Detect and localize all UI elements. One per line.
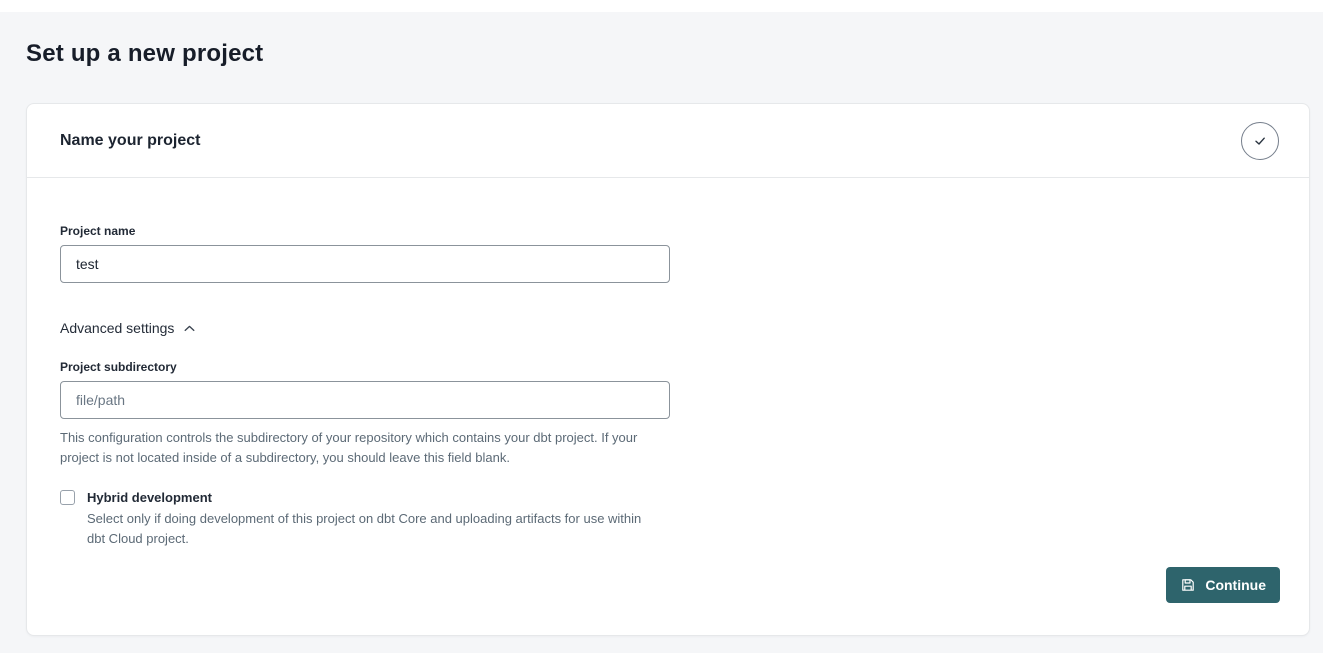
card-body: [27, 178, 1309, 636]
top-strip: [0, 0, 1323, 12]
project-subdirectory-help: This configuration controls the subdirectory of your repository which contains your dbt project. If your project is not located inside of a subdirectory, you should leave this field blank.: [60, 430, 638, 465]
hybrid-development-checkbox[interactable]: [60, 490, 75, 505]
check-icon: [1252, 133, 1268, 149]
hybrid-development-label[interactable]: Hybrid development: [87, 490, 212, 505]
page-title: Set up a new project: [26, 40, 264, 67]
project-name-label: Project name: [60, 224, 136, 238]
hybrid-development-description: Select only if doing development of this project on dbt Core and uploading artifacts for use within dbt Cloud project.: [87, 511, 642, 546]
project-subdirectory-label: Project subdirectory: [60, 360, 177, 374]
hybrid-development-row: [60, 488, 1279, 549]
advanced-settings-toggle[interactable]: [60, 320, 195, 336]
chevron-up-icon: [184, 325, 195, 332]
continue-button-label: Continue: [1205, 577, 1266, 593]
card-header-title: Name your project: [60, 131, 201, 149]
project-subdirectory-input[interactable]: [60, 381, 670, 419]
continue-button[interactable]: [1166, 567, 1280, 603]
card-header: [27, 104, 1309, 178]
project-name-input[interactable]: [60, 245, 670, 283]
project-setup-card: [26, 103, 1310, 636]
check-circle-icon: [1241, 122, 1279, 160]
hybrid-development-text: [87, 488, 657, 549]
advanced-settings-label: Advanced settings: [60, 320, 175, 336]
save-icon: [1180, 577, 1196, 593]
